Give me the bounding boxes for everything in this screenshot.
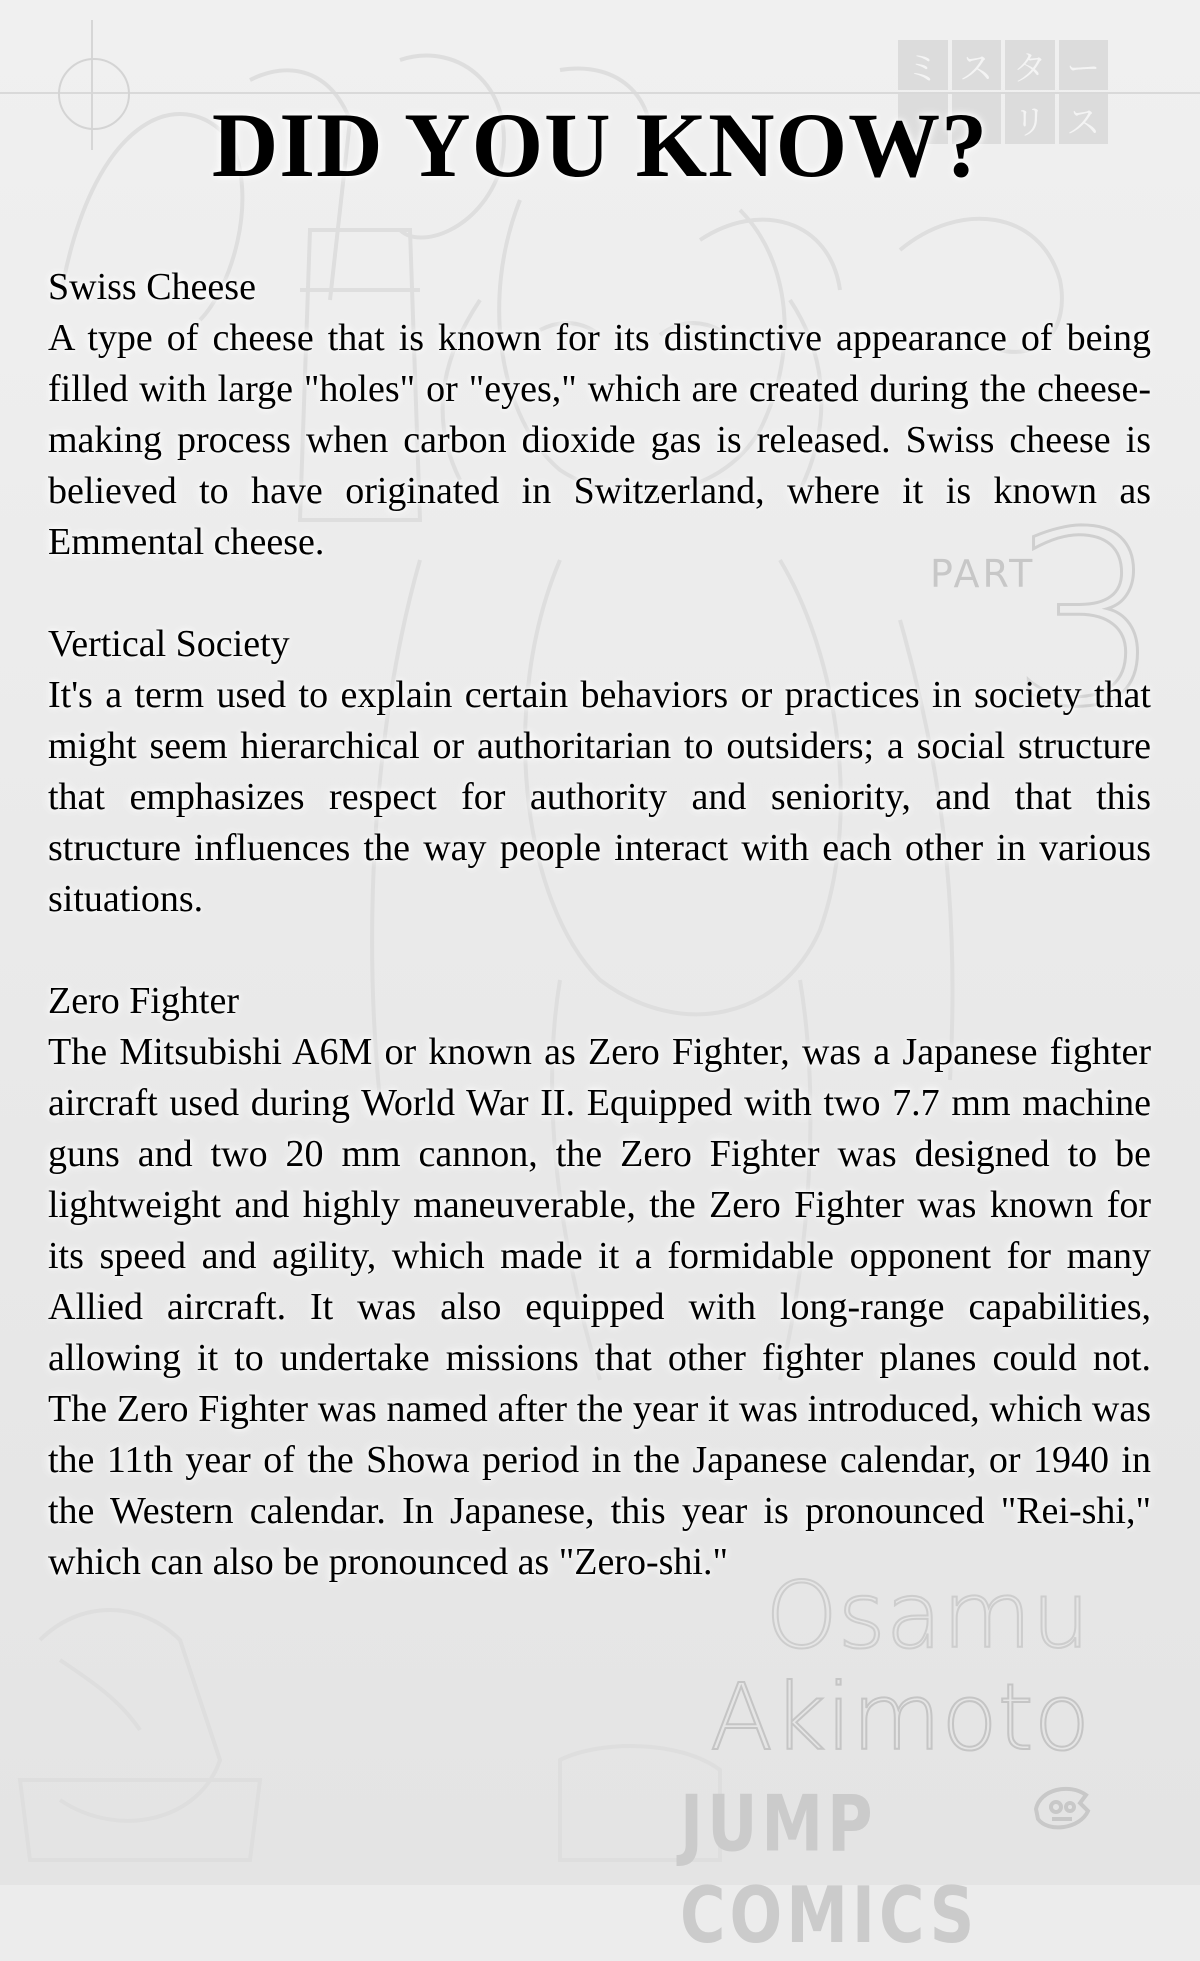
entry-heading: Swiss Cheese (48, 266, 256, 308)
entry-body: A type of cheese that is known for its distinctive appearance of being filled with large "holes" or "eyes," which are created during the cheese-making process when carbon dioxide gas is released. Swiss cheese is believed to have originated in Switzerland, where it is known as Emmental cheese. (48, 317, 1151, 563)
author-last-name: Akimoto (709, 1664, 1090, 1771)
katakana-char: ミ (898, 40, 948, 90)
publisher-imprint: JUMP COMICS (680, 1778, 979, 1961)
volume-part-number: 3 (1010, 480, 1163, 760)
katakana-char: ス (952, 40, 1002, 90)
page-title: DID YOU KNOW? (211, 94, 989, 196)
glossary-entry-vertical-society (48, 619, 1151, 925)
entry-body: It's a term used to explain certain behaviors or practices in society that might seem hierarchical or authoritarian to outsiders; a social structure that emphasizes respect for authority and seniority, and that this structure influences the way people interact with each other in various situations. (48, 674, 1151, 920)
glossary-entry-zero-fighter (48, 976, 1151, 1588)
glossary-entry-swiss-cheese (48, 262, 1151, 568)
katakana-char: リ (1005, 94, 1055, 144)
entry-heading: Zero Fighter (48, 980, 240, 1022)
katakana-char: ー (1059, 40, 1109, 90)
entry-heading: Vertical Society (48, 623, 290, 665)
author-first-name: Osamu (765, 1562, 1090, 1669)
volume-part-label: PART (930, 552, 1036, 596)
katakana-char: タ (1005, 40, 1055, 90)
glossary-entries (48, 262, 1151, 1639)
jump-pirate-logo-icon (1030, 1775, 1094, 1839)
katakana-char: ス (1059, 94, 1109, 144)
entry-body: The Mitsubishi A6M or known as Zero Fighter, was a Japanese fighter aircraft used during World War II. Equipped with two 7.7 mm machine guns and two 20 mm cannon, the Zero Fighter was designed to be lightweight and highly maneuverable, the Zero Fighter was known for its speed and agility, which made it a formidable opponent for many Allied aircraft. It was also equipped with long-range capabilities, allowing it to undertake missions that other fighter planes could not. The Zero Fighter was named after the year it was introduced, which was the 11th year of the Showa period in the Japanese calendar, or 1940 in the Western calendar. In Japanese, this year is pronounced "Rei-shi," which can also be pronounced as "Zero-shi." (48, 1031, 1151, 1583)
